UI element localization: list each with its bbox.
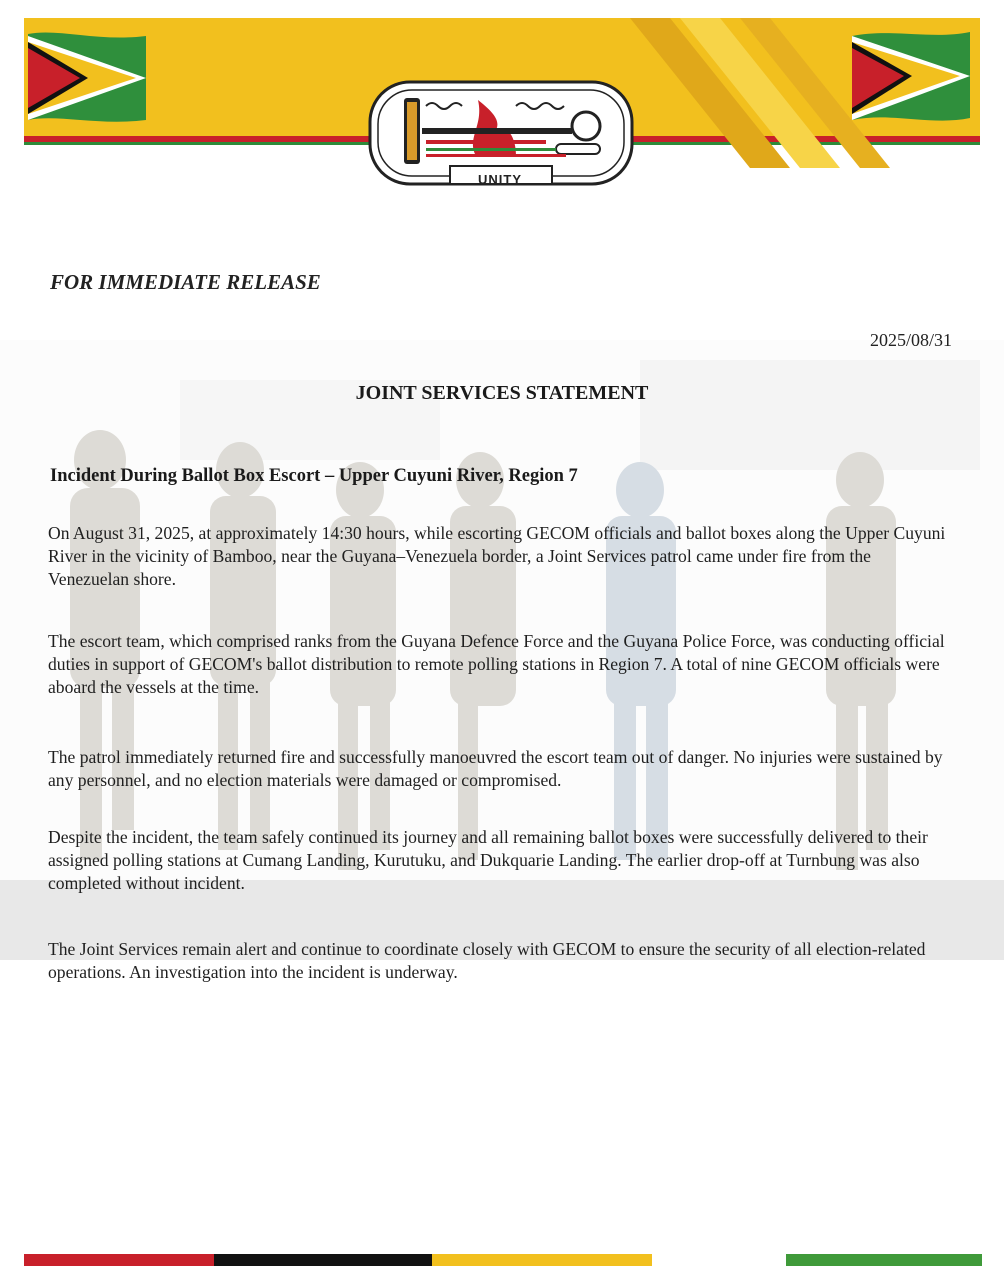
statement-subtitle: Incident During Ballot Box Escort – Upper Cuyuni River, Region 7 (50, 466, 578, 486)
statement-title: JOINT SERVICES STATEMENT (355, 382, 649, 404)
guyana-flag-right-icon (852, 28, 970, 126)
footer-yellow-bar (432, 1254, 652, 1266)
paragraph-3: The patrol immediately returned fire and successfully manoeuvred the escort team out of danger. No injuries were sustained by any personnel, and no election materials were damaged or compromised. (48, 747, 943, 790)
statement-date: 2025/08/31 (869, 330, 952, 350)
paragraph-1: On August 31, 2025, at approximately 14:30 hours, while escorting GECOM officials and ballot boxes along the Upper Cuyuni River in the vicinity of Bamboo, near the Guyana–Venezuela border, a Joint Services patrol came under fire from the Venezuelan shore. (48, 523, 946, 589)
emblem-motto: UNITY (478, 172, 522, 187)
release-label: FOR IMMEDIATE RELEASE (50, 270, 321, 294)
footer-black-bar (214, 1254, 432, 1266)
footer-green-bar (786, 1254, 982, 1266)
paragraph-4: Despite the incident, the team safely continued its journey and all remaining ballot boxes were successfully delivered to their assigned polling stations at Cumang Landing, Kurutuku, and Dukquarie Landing. The earlier drop-off at Turnbung was also completed without incident. (48, 827, 928, 893)
paragraph-2: The escort team, which comprised ranks from the Guyana Defence Force and the Guyana Police Force, was conducting official duties in support of GECOM's ballot distribution to remote polling stations in Region 7. A total of nine GECOM officials were aboard the vessels at the time. (48, 631, 945, 697)
guyana-flag-left-icon (28, 28, 146, 126)
paragraph-5: The Joint Services remain alert and continue to coordinate closely with GECOM to ensure the security of all election-related operations. An investigation into the incident is underway. (48, 939, 926, 982)
footer-red-bar (24, 1254, 214, 1266)
